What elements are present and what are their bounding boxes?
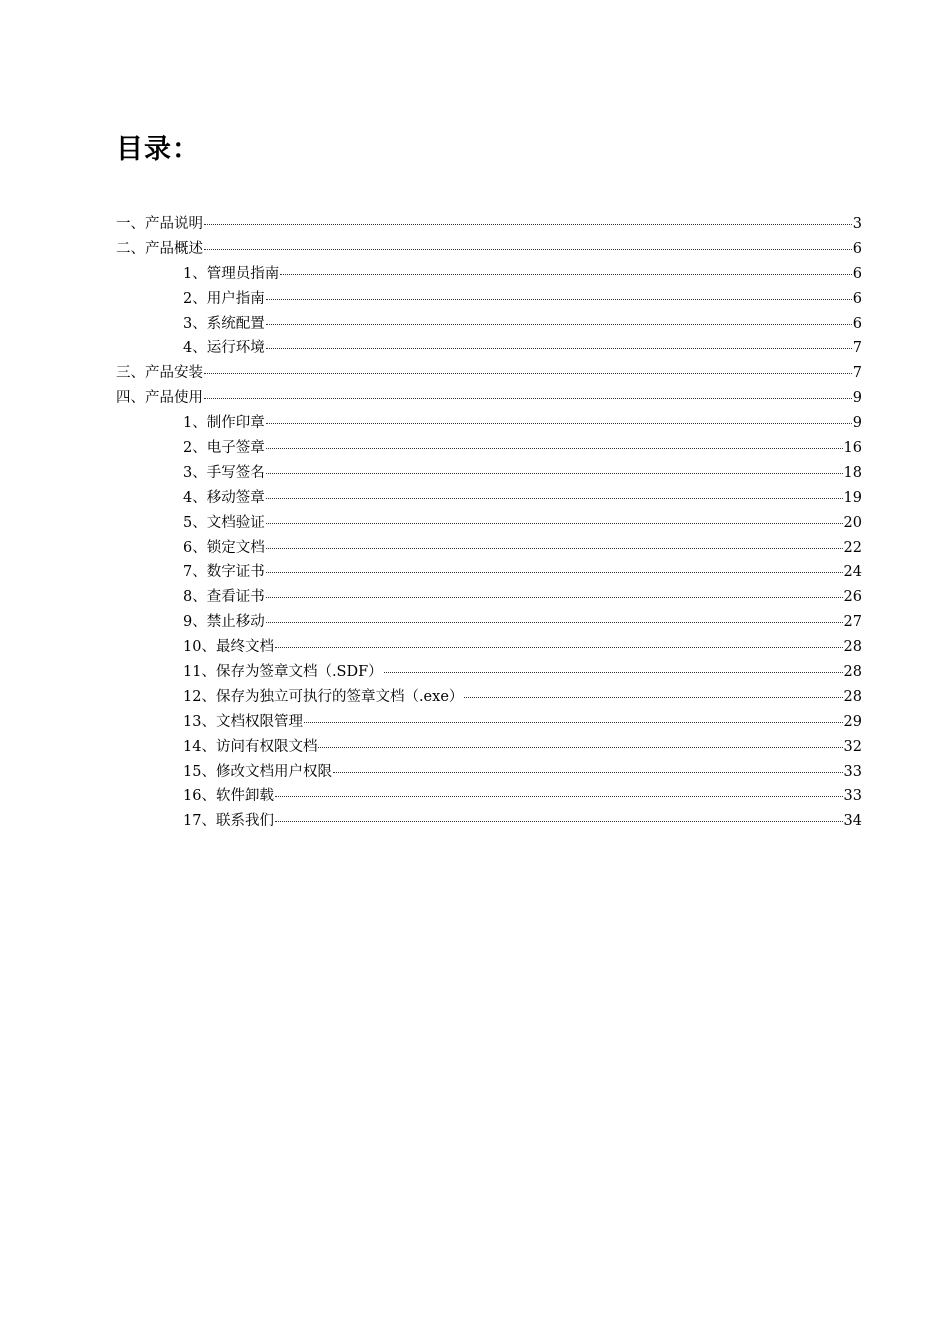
- toc-dot-leader: [266, 348, 852, 349]
- toc-entry[interactable]: [116, 461, 862, 486]
- toc-entry-label: 9、禁止移动: [183, 614, 265, 631]
- toc-dot-leader: [204, 249, 852, 250]
- toc-entry-label: 1、制作印章: [183, 415, 265, 432]
- toc-dot-leader: [280, 274, 852, 275]
- toc-dot-leader: [266, 523, 843, 524]
- toc-entry[interactable]: [116, 710, 862, 735]
- toc-entry-label: 一、产品说明: [116, 216, 203, 232]
- toc-entry-page-number: 6: [852, 290, 862, 307]
- toc-entry-label: 3、手写签名: [183, 464, 265, 481]
- toc-entry[interactable]: [116, 287, 862, 312]
- toc-entry[interactable]: [116, 262, 862, 287]
- toc-dot-leader: [266, 473, 843, 474]
- toc-entry-page-number: 28: [843, 639, 862, 656]
- toc-entry-label: 3、系统配置: [183, 315, 265, 332]
- toc-entry-page-number: 9: [852, 415, 862, 432]
- toc-entry-page-number: 7: [852, 340, 862, 357]
- toc-title: 目录：: [116, 134, 200, 165]
- toc-entry-page-number: 22: [843, 539, 862, 556]
- toc-entry[interactable]: [116, 784, 862, 809]
- toc-entry-page-number: 7: [852, 365, 862, 382]
- toc-entry[interactable]: [116, 361, 862, 386]
- toc-entry-page-number: 6: [852, 315, 862, 332]
- toc-entry-label: 三、产品安装: [116, 365, 203, 382]
- toc-dot-leader: [266, 448, 843, 449]
- toc-entry-page-number: 33: [843, 788, 862, 805]
- toc-entry-label: 4、移动签章: [183, 489, 265, 506]
- toc-dot-leader: [204, 373, 852, 374]
- toc-entry-page-number: 3: [852, 216, 862, 232]
- toc-entry-label: 8、查看证书: [183, 589, 265, 606]
- toc-dot-leader: [266, 597, 843, 598]
- toc-entry[interactable]: [116, 212, 862, 237]
- toc-entry-page-number: 18: [843, 464, 862, 481]
- toc-entry-label: 6、锁定文档: [183, 539, 265, 556]
- toc-dot-leader: [384, 672, 843, 673]
- toc-entry[interactable]: [116, 536, 862, 561]
- toc-entry-label: 2、用户指南: [183, 290, 265, 307]
- toc-entry[interactable]: [116, 560, 862, 585]
- toc-entry-label: 15、修改文档用户权限: [183, 763, 332, 780]
- toc-entry-label: 四、产品使用: [116, 390, 203, 407]
- toc-entry[interactable]: [116, 660, 862, 685]
- toc-dot-leader: [266, 423, 852, 424]
- toc-entry-label: 10、最终文档: [183, 639, 274, 656]
- toc-entry[interactable]: [116, 735, 862, 760]
- toc-entry[interactable]: [116, 436, 862, 461]
- toc-dot-leader: [333, 772, 843, 773]
- toc-dot-leader: [204, 398, 852, 399]
- toc-entry-page-number: 6: [852, 265, 862, 282]
- toc-entry-page-number: 28: [843, 688, 862, 705]
- toc-dot-leader: [275, 821, 843, 822]
- toc-entry-label: 2、电子签章: [183, 440, 265, 457]
- toc-entry-page-number: 9: [852, 390, 862, 407]
- toc-entry[interactable]: [116, 336, 862, 361]
- toc-entry[interactable]: [116, 635, 862, 660]
- toc-entry-label: 二、产品概述: [116, 240, 203, 257]
- toc-entry-label: 13、文档权限管理: [183, 713, 303, 730]
- toc-entry-page-number: 29: [843, 713, 862, 730]
- toc-entry[interactable]: [116, 685, 862, 710]
- toc-entry[interactable]: [116, 585, 862, 610]
- toc-entry[interactable]: [116, 760, 862, 785]
- toc-entry-page-number: 16: [843, 440, 862, 457]
- toc-dot-leader: [266, 299, 852, 300]
- toc-entry-label: 16、软件卸载: [183, 788, 274, 805]
- toc-dot-leader: [304, 722, 843, 723]
- toc-entry[interactable]: [116, 312, 862, 337]
- toc-entry-page-number: 27: [843, 614, 862, 631]
- toc-entry-page-number: 6: [852, 240, 862, 257]
- toc-entry-label: 11、保存为签章文档（.SDF）: [183, 664, 383, 681]
- toc-dot-leader: [266, 622, 843, 623]
- toc-entry-page-number: 32: [843, 738, 862, 755]
- toc-entry[interactable]: [116, 486, 862, 511]
- toc-entry[interactable]: [116, 411, 862, 436]
- toc-dot-leader: [266, 572, 843, 573]
- toc-entry[interactable]: [116, 809, 862, 834]
- toc-entry-page-number: 26: [843, 589, 862, 606]
- table-of-contents: [116, 212, 862, 834]
- toc-entry-label: 7、数字证书: [183, 564, 265, 581]
- toc-dot-leader: [464, 697, 842, 698]
- toc-entry[interactable]: [116, 511, 862, 536]
- toc-entry[interactable]: [116, 386, 862, 411]
- toc-entry-page-number: 33: [843, 763, 862, 780]
- toc-entry-label: 1、管理员指南: [183, 265, 280, 282]
- toc-entry-label: 4、运行环境: [183, 340, 265, 357]
- toc-entry-label: 5、文档验证: [183, 514, 265, 531]
- toc-entry-page-number: 19: [843, 489, 862, 506]
- toc-entry-page-number: 28: [843, 664, 862, 681]
- toc-entry[interactable]: [116, 237, 862, 262]
- toc-entry-page-number: 34: [843, 813, 862, 830]
- toc-dot-leader: [204, 224, 852, 225]
- toc-dot-leader: [266, 324, 852, 325]
- toc-dot-leader: [318, 747, 842, 748]
- toc-dot-leader: [275, 647, 843, 648]
- toc-entry-page-number: 20: [843, 514, 862, 531]
- toc-entry-label: 14、访问有权限文档: [183, 738, 318, 755]
- toc-dot-leader: [266, 548, 843, 549]
- toc-dot-leader: [266, 498, 843, 499]
- toc-entry-label: 17、联系我们: [183, 813, 274, 830]
- toc-dot-leader: [275, 796, 843, 797]
- toc-entry-page-number: 24: [843, 564, 862, 581]
- toc-entry[interactable]: [116, 610, 862, 635]
- toc-entry-label: 12、保存为独立可执行的签章文档（.exe）: [183, 688, 464, 705]
